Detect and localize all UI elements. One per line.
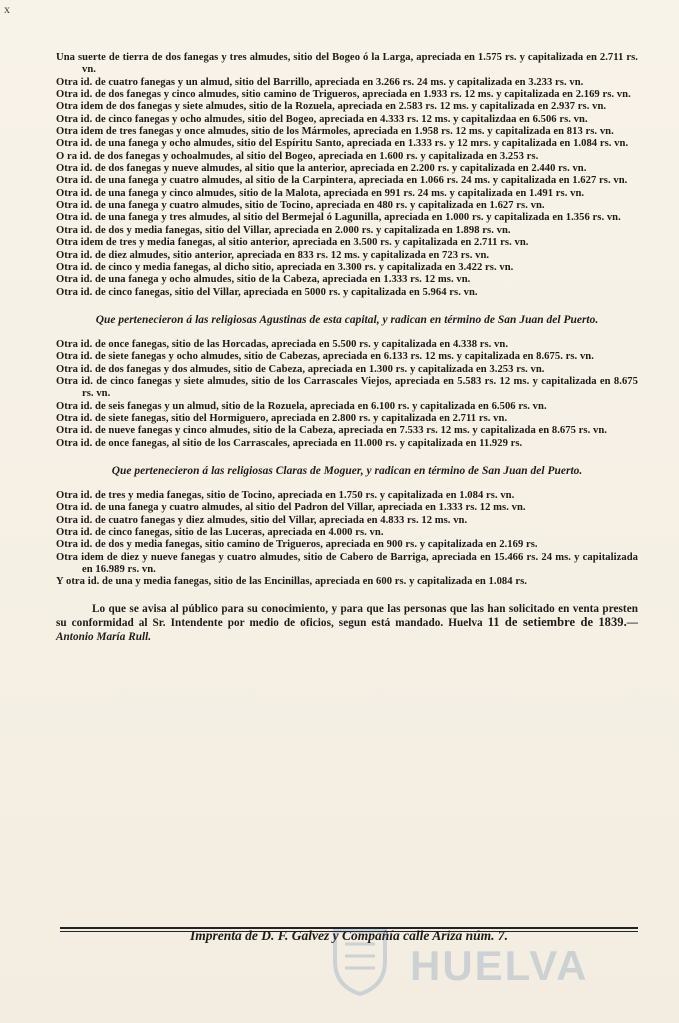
property-entry: Otra id. de cinco fanegas y siete almudes, sitio de los Carrascales Viejos, apreciada en 5.583 rs. 12 ms. y capitalizada en 8.675 rs. vn. (56, 375, 638, 400)
property-entry: Otra id. de cuatro fanegas y un almud, sitio del Barrillo, apreciada en 3.266 rs. 24 ms. y capitalizada en 3.233 rs. vn. (56, 76, 584, 88)
property-entry: Otra idem de diez y nueve fanegas y cuatro almudes, sitio de Cabero de Barriga, apreciada en 15.466 rs. 24 ms. y capitalizada en 16.989 rs. vn. (56, 551, 638, 576)
property-entry: Otra id. de diez almudes, sitio anterior, apreciada en 833 rs. 12 ms. y capitalizada en 723 rs. vn. (56, 249, 490, 261)
property-entry: Otra id. de cinco fanegas, sitio del Villar, apreciada en 5000 rs. y capitalizada en 5.964 rs. vn. (56, 286, 478, 298)
property-entry: Otra id. de once fanegas, al sitio de los Carrascales, apreciada en 11.000 rs. y capitalizada en 11.929 rs. (56, 437, 523, 449)
property-entry: Otra id. de una fanega y cuatro almudes, sitio de Tocino, apreciada en 480 rs. y capitalizada en 1.627 rs. vn. (56, 200, 545, 212)
property-entry: Otra id. de dos fanegas y nueve almudes, al sitio que la anterior, apreciada en 2.200 rs. y capitalizada en 2.440 rs. vn. (56, 163, 587, 175)
property-entry: Otra id. de once fanegas, sitio de las Horcadas, apreciada en 5.500 rs. y capitalizada en 4.338 rs. vn. (56, 338, 509, 350)
watermark-text: HUELVA (410, 942, 589, 989)
property-entry: Otra id. de siete fanegas, sitio del Hormiguero, apreciada en 2.800 rs. y capitalizada en 2.711 rs. vn. (56, 412, 508, 424)
shield-icon (330, 926, 390, 996)
closing-paragraph (56, 603, 638, 645)
section-1-entries (56, 52, 638, 299)
property-entry: Otra id. de una fanega y cuatro almudes, al sitio del Padron del Villar, apreciada en 1.333 rs. 12 ms. vn. (56, 502, 526, 514)
property-entry: Otra id. de nueve fanegas y cinco almudes, sitio de la Cabeza, apreciada en 7.533 rs. 12 ms. y capitalizada en 8.675 rs. vn. (56, 425, 607, 437)
property-entry: Otra idem de dos fanegas y siete almudes, sitio de la Rozuela, apreciada en 2.583 rs. 12 ms. y capitalizada en 2.937 rs. vn. (56, 101, 607, 113)
property-entry: Otra id. de cinco y media fanegas, al dicho sitio, apreciada en 3.300 rs. y capitalizada en 3.422 rs. vn. (56, 261, 514, 273)
property-entry: Otra id. de cuatro fanegas y diez almudes, sitio del Villar, apreciada en 4.833 rs. 12 ms. vn. (56, 514, 468, 526)
signature: Antonio María Rull. (56, 630, 152, 643)
property-entry: Otra id. de dos fanegas y cinco almudes, sitio camino de Trigueros, apreciada en 1.933 rs. 12 ms. y capitalizada en 2.169 rs. vn. (56, 89, 631, 101)
closing-dash: — (626, 617, 638, 630)
property-entry: Otra id. de cinco fanegas y ocho almudes, sitio del Bogeo, apreciada en 4.333 rs. 12 ms. y capitalizdaa en 6.506 rs. vn. (56, 113, 588, 125)
property-entry: Otra id. de siete fanegas y ocho almudes, sitio de Cabezas, apreciada en 6.133 rs. 12 ms. y capitalizada en 8.675. rs. vn. (56, 351, 594, 363)
property-entry: Otra id. de una fanega y tres almudes, al sitio del Bermejal ó Lagunilla, apreciada en 1.000 rs. y capitalizada en 1.356 rs. vn. (56, 212, 621, 224)
property-entry: Otra id. de seis fanegas y un almud, sitio de la Rozuela, apreciada en 6.100 rs. y capitalizada en 6.506 rs. vn. (56, 400, 547, 412)
corner-mark: x (4, 2, 10, 16)
section-2-entries (56, 339, 638, 450)
section-3-heading: Que pertenecieron á las religiosas Claras de Moguer, y radican en término de San Juan del Puerto. (111, 464, 583, 477)
property-entry: Otra id. de una fanega y ocho almudes, sitio de la Cabeza, apreciada en 1.333 rs. 12 ms. vn. (56, 274, 471, 286)
property-entry: Y otra id. de una y media fanegas, sitio de las Encinillas, apreciada en 600 rs. y capitalizada en 1.084 rs. (56, 576, 527, 588)
archive-watermark (300, 920, 620, 1000)
property-entry: O ra id. de dos fanegas y ochoalmudes, al sitio del Bogeo, apreciada en 1.600 rs. y capitalizada en 3.253 rs. (56, 150, 539, 162)
document-body (56, 52, 638, 655)
property-entry: Otra id. de una fanega y ocho almudes, sitio del Espíritu Santo, apreciada en 1.333 rs. y 12 mrs. y capitalizada en 1.084 rs. vn. (56, 138, 629, 150)
property-entry: Otra id. de una fanega y cuatro almudes, al sitio de la Carpintera, apreciada en 1.066 rs. 24 ms. y capitalizada en 1.627 rs. vn. (56, 175, 628, 187)
property-entry: Otra id. de dos y media fanegas, sitio del Villar, apreciada en 2.000 rs. y capitalizada en 1.898 rs. vn. (56, 224, 511, 236)
imprint-line: Imprenta de D. F. Galvez y Compañía calle Ariza núm. 7. (189, 928, 509, 943)
section-2-heading: Que pertenecieron á las religiosas Agustinas de esta capital, y radican en término de San Juan del Puerto. (95, 313, 599, 326)
property-entry: Una suerte de tierra de dos fanegas y tres almudes, sitio del Bogeo ó la Larga, apreciada en 1.575 rs. y capitalizada en 2.711 rs. vn. (56, 52, 638, 76)
closing-date: 11 de setiembre de 1839. (487, 615, 627, 630)
property-entry: Otra id. de una fanega y cinco almudes, sitio de la Malota, apreciada en 991 rs. 24 ms. y capitalizada en 1.491 rs. vn. (56, 187, 585, 199)
section-3-entries (56, 490, 638, 589)
property-entry: Otra idem de tres y media fanegas, al sitio anterior, apreciada en 3.500 rs. y capitalizada en 2.711 rs. vn. (56, 237, 529, 249)
property-entry: Otra id. de cinco fanegas, sitio de las Luceras, apreciada en 4.000 rs. vn. (56, 527, 384, 538)
closing-text: Lo que se avisa al público para su conocimiento, y para que las personas que las han solicitado en venta presten su conformidad al Sr. Intendente por medio de oficios, segun está mandado. Huelva (56, 602, 638, 630)
property-entry: Otra id. de dos y media fanegas, sitio camino de Trigueros, apreciada en 900 rs. y capitalizada en 2.169 rs. (56, 539, 538, 551)
property-entry: Otra idem de tres fanegas y once almudes, sitio de los Mármoles, apreciada en 1.958 rs. 12 ms. y capitalizada en 813 rs. vn. (56, 126, 614, 138)
property-entry: Otra id. de dos fanegas y dos almudes, sitio de Cabeza, apreciada en 1.300 rs. y capitalizada en 3.253 rs. vn. (56, 363, 545, 375)
property-entry: Otra id. de tres y media fanegas, sitio de Tocino, apreciada en 1.750 rs. y capitalizada en 1.084 rs. vn. (56, 489, 515, 501)
